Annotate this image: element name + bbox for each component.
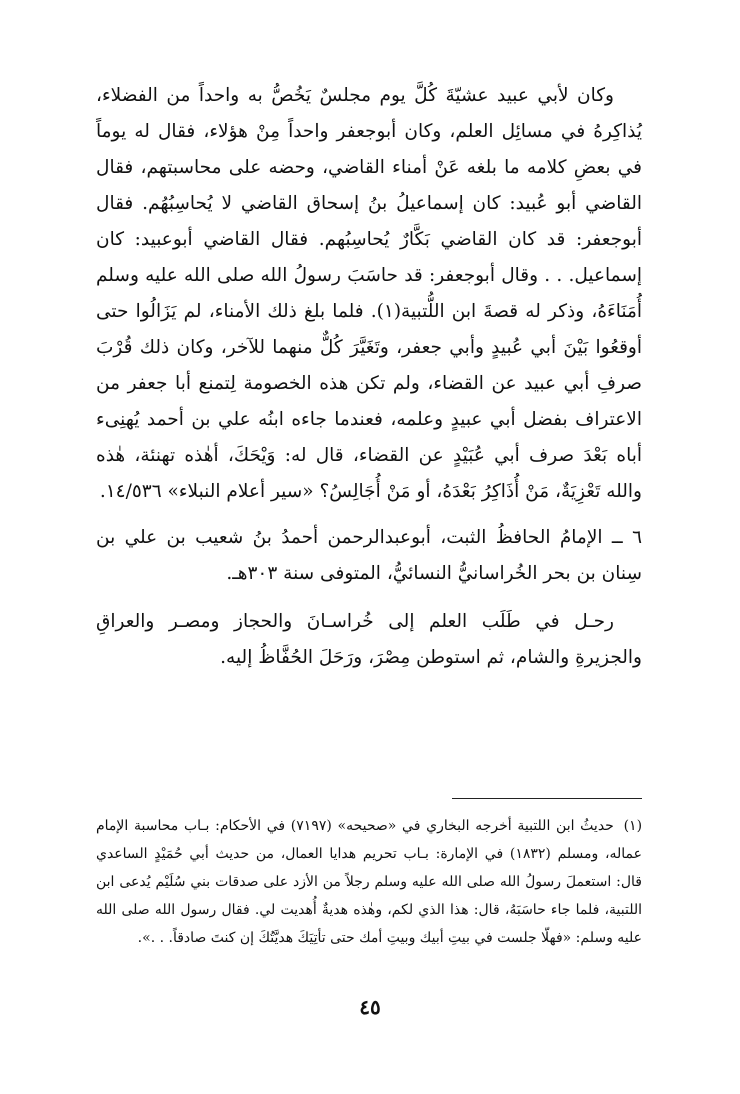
paragraph-travels: رحـل في طَلَب العلم إلى خُراسـانَ والحجاز ومصـر والعراقِ والجزيرةِ والشام، ثم استوطن مِصْرَ، ورَحَلَ الحُفَّاظُ إليه. [96, 611, 642, 668]
footnote-text: حديثُ ابن اللتبية أخرجه البخاري في «صحيحه» (٧١٩٧) في الأحكام: بـاب محاسبة الإمام عماله، ومسلم (١٨٣٢) في الإمارة: بـاب تحريم هدايا العمال، من حديث أبي حُمَيْدٍ الساعدي قال: استعملَ رسولُ الله صلى الله عليه وسلم رجلاً من الأزد على صدقات بني سُلَيْم يُدعى ابن اللتبية، فلما جاء حاسَبَهُ، قال: هذا الذي لكم، وهٰذه هديةٌ أُهديت لي. فقال رسول الله صلى الله عليه وسلم: «فهلّا جلست في بيتِ أبيك وبيتِ أمك حتى تأتِيَكَ هديَّتُكَ إن كنتَ صادقاً. . .». [96, 818, 642, 946]
biography-heading-nasai: ٦ ــ الإمامُ الحافظُ الثبت، أبوعبدالرحمن أحمدُ بنُ شعيب بن علي بن سِنان بن بحر الخُراسانيُّ النسائيُّ، المتوفى سنة ٣٠٣هـ. [96, 527, 642, 584]
main-text [96, 78, 642, 695]
footnote-marker: (١) [623, 818, 643, 834]
page-number: ٤٥ [359, 995, 381, 1019]
footnote-divider [452, 798, 642, 799]
footnote [96, 812, 642, 952]
paragraph-abu-ubaid-majlis: وكان لأبي عبيد عشيّةَ كُلَّ يوم مجلسٌ يَخُصُّ به واحداً من الفضلاء، يُذاكِرهُ في مسائِل العلم، وكان أبوجعفر واحداً مِنْ هؤلاء، فقال له يوماً في بعضِ كلامه ما بلغه عَنْ أمناء القاضي، وحضه على محاسبتهم، فقال القاضي أبو عُبيد: كان إسماعيلُ بنُ إسحاق القاضي لا يُحاسِبُهُم. فقال أبوجعفر: قد كان القاضي بَكَّارٌ يُحاسِبُهم. فقال القاضي أبوعبيد: كان إسماعيل. . . وقال أبوجعفر: قد حاسَبَ رسولُ الله صلى الله عليه وسلم أُمَنَاءَهُ، وذكر له قصةَ ابن اللُّتبية(١). فلما بلغ ذلك الأمناء، لم يَزَالُوا حتى أوقعُوا بَيْنَ أبي عُبيدٍ وأبي جعفر، وتَغَيَّرَ كُلٌّ منهما للآخر، وكان ذلك قُرْبَ صرفِ أبي عبيد عن القضاء، ولم تكن هذه الخصومة لِتمنع أبا جعفر من الاعتراف بفضل أبي عبيدٍ وعلمه، فعندما جاءه ابنُه علي بن أحمد يُهنِىء أباه بَعْدَ صرف أبي عُبَيْدٍ عن القضاء، قال له: وَيْحَكَ، أهٰذه تهنئة، هٰذه والله تَعْزِيَةٌ، مَنْ أُذَاكِرُ بَعْدَهُ، أو مَنْ أُجَالِسُ؟ «سير أعلام النبلاء» ١٤/٥٣٦. [96, 85, 642, 502]
